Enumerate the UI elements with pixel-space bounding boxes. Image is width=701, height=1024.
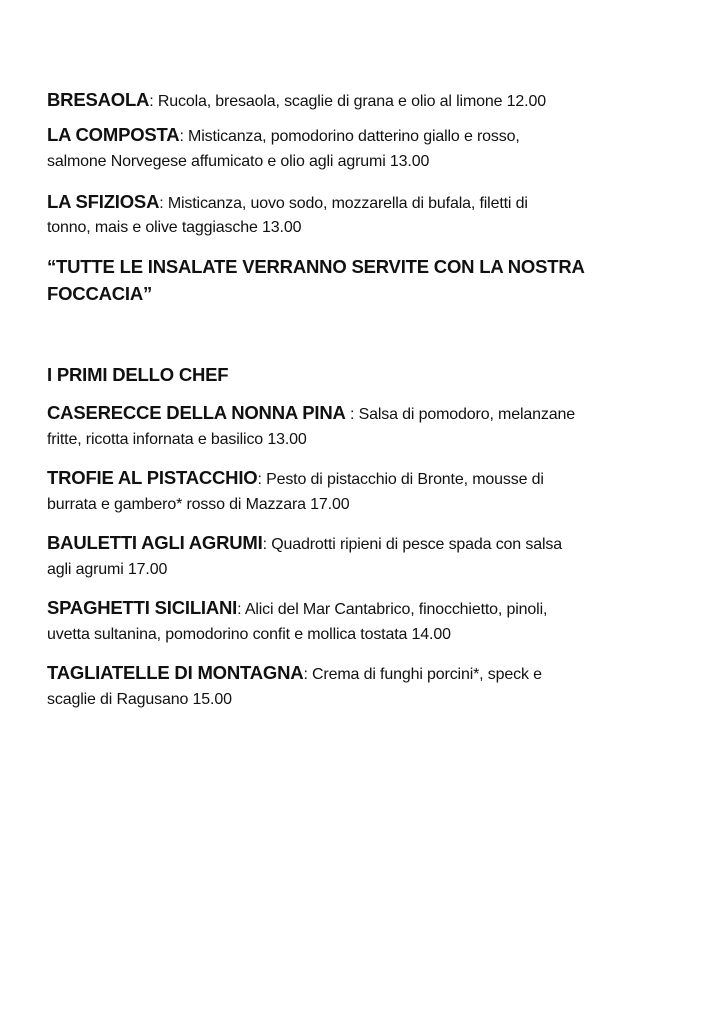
salad-focaccia-note: “TUTTE LE INSALATE VERRANNO SERVITE CON LA NOSTRA	[47, 256, 585, 277]
dish-description-continued: agli agrumi 17.00	[47, 561, 168, 578]
dish-separator: :	[262, 536, 272, 553]
menu-item-trofie	[47, 469, 544, 488]
dish-description-continued: uvetta sultanina, pomodorino confit e mollica tostata 14.00	[47, 626, 451, 643]
dish-description: Pesto di pistacchio di Bronte, mousse di	[266, 471, 544, 488]
dish-description: Crema di funghi porcini*, speck e	[312, 666, 542, 683]
menu-item-spaghetti	[47, 599, 547, 618]
dish-name: BAULETTI AGLI AGRUMI	[47, 532, 263, 553]
dish-description: Misticanza, pomodorino datterino giallo e rosso,	[188, 128, 520, 145]
dish-name: SPAGHETTI SICILIANI	[47, 597, 238, 618]
dish-description-continued: salmone Norvegese affumicato e olio agli agrumi 13.00	[47, 153, 430, 170]
menu-item-la-sfiziosa	[47, 193, 528, 212]
section-header-primi: I PRIMI DELLO CHEF	[47, 364, 229, 385]
menu-item-caserecce	[47, 404, 575, 423]
dish-separator: :	[179, 128, 189, 145]
dish-description: Quadrotti ripieni di pesce spada con salsa	[271, 536, 562, 553]
dish-name: LA COMPOSTA	[47, 124, 180, 145]
dish-separator: :	[345, 406, 359, 423]
dish-description-continued: burrata e gambero* rosso di Mazzara 17.00	[47, 496, 350, 513]
dish-separator: :	[303, 666, 313, 683]
dish-description: Misticanza, uovo sodo, mozzarella di bufala, filetti di	[167, 195, 528, 212]
dish-separator: :	[149, 93, 158, 110]
dish-name: TROFIE AL PISTACCHIO	[47, 467, 258, 488]
dish-separator: :	[257, 471, 267, 488]
dish-description-continued: scaglie di Ragusano 15.00	[47, 691, 232, 708]
menu-item-bauletti	[47, 534, 562, 553]
dish-name: TAGLIATELLE DI MONTAGNA	[47, 662, 304, 683]
dish-name: LA SFIZIOSA	[47, 191, 160, 212]
dish-name: CASERECCE DELLA NONNA PINA	[47, 402, 346, 423]
dish-description: Salsa di pomodoro, melanzane	[358, 406, 575, 423]
dish-separator: :	[237, 601, 245, 618]
dish-description-continued: tonno, mais e olive taggiasche 13.00	[47, 219, 302, 236]
dish-separator: :	[159, 195, 168, 212]
dish-description: Rucola, bresaola, scaglie di grana e olio al limone 12.00	[157, 93, 546, 110]
dish-name: BRESAOLA	[47, 89, 150, 110]
salad-focaccia-note-continued: FOCCACIA”	[47, 283, 153, 304]
dish-description-continued: fritte, ricotta infornata e basilico 13.00	[47, 431, 307, 448]
menu-item-la-composta	[47, 126, 520, 145]
menu-item-bresaola	[47, 91, 546, 110]
dish-description: Alici del Mar Cantabrico, finocchietto, pinoli,	[244, 601, 548, 618]
menu-item-tagliatelle	[47, 664, 542, 683]
